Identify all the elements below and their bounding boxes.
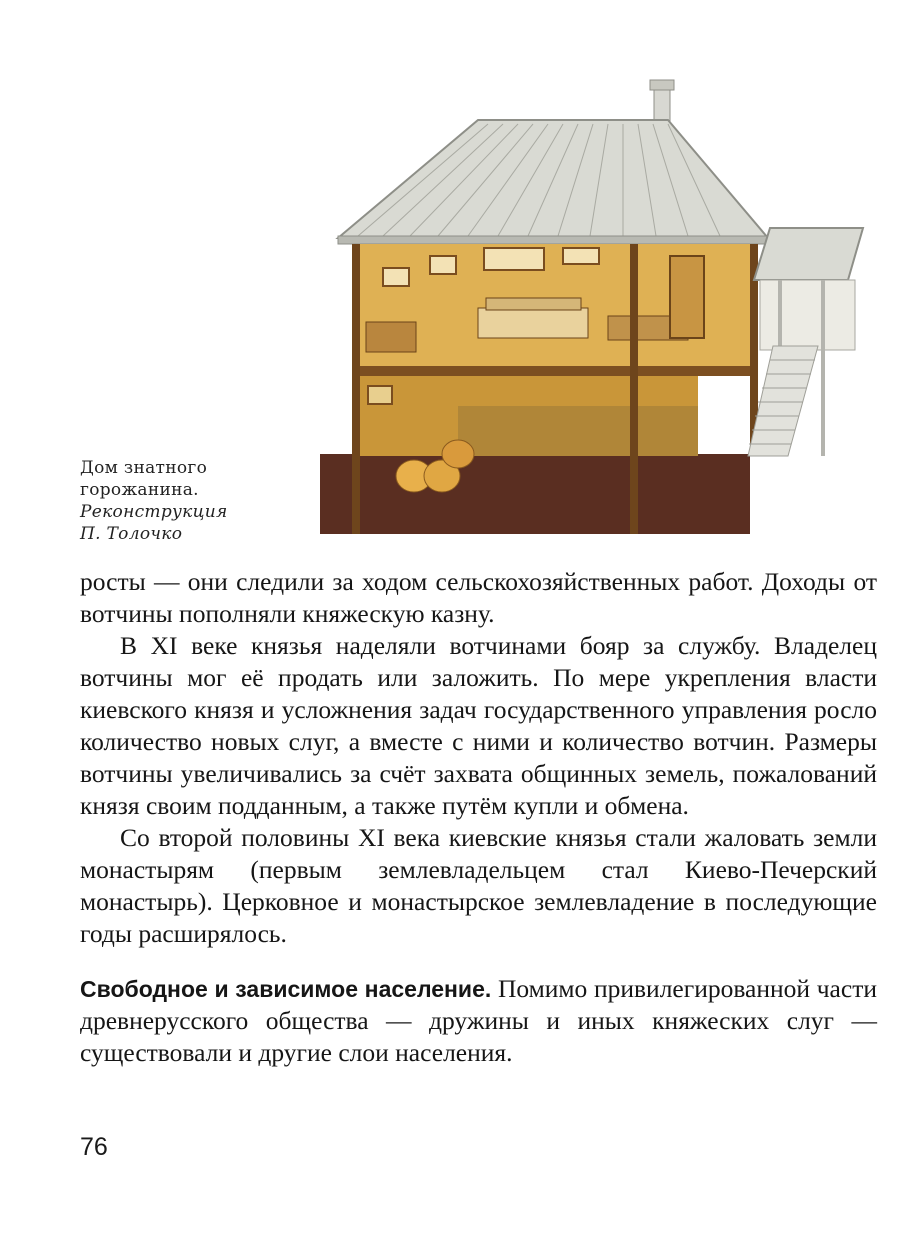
porch-roof — [754, 228, 863, 280]
caption-line: Дом знатного — [80, 458, 208, 478]
bed — [478, 308, 588, 338]
caption-line: горожанина. — [80, 480, 199, 500]
post — [630, 244, 638, 534]
illustration-caption — [80, 457, 310, 545]
page-number: 76 — [80, 1133, 108, 1161]
pot — [442, 440, 474, 468]
door — [670, 256, 704, 338]
section-heading: Свободное и зависимое население. — [80, 976, 492, 1002]
ground — [320, 454, 750, 534]
chest — [366, 322, 416, 352]
section-text: Помимо привилегированной части древнерусского общества — дружины и иных княжеских слуг — существовали и другие слои населения. — [80, 974, 877, 1067]
window — [563, 248, 599, 264]
caption-line-italic: П. Толочко — [80, 524, 183, 544]
caption-line-italic: Реконструкция — [80, 502, 228, 522]
window — [368, 386, 392, 404]
window — [484, 248, 544, 270]
house-illustration — [318, 76, 866, 536]
body-text — [80, 566, 877, 1069]
stairs — [748, 346, 818, 456]
window — [383, 268, 409, 286]
window — [430, 256, 456, 274]
paragraph: В XI веке князья наделяли вотчинами бояр за службу. Владелец вотчины мог её продать или заложить. По мере укрепления власти киевского князя и усложнения задач государственного управления росло количество новых слуг, а вместе с ними и количество вотчин. Размеры вотчины увеличивались за счёт захвата общинных земель, пожалований князя своим подданным, а также путём купли и обмена. — [80, 631, 877, 820]
paragraph: росты — они следили за ходом сельскохозяйственных работ. Доходы от вотчины пополняли княжескую казну. — [80, 567, 877, 628]
paragraph: Со второй половины XI века киевские князья стали жаловать земли монастырям (первым землевладельцем стал Киево-Печерский монастырь). Церковное и монастырское землевладение в последующие годы расширялось. — [80, 823, 877, 948]
post — [352, 244, 360, 534]
section-paragraph — [80, 973, 877, 1069]
